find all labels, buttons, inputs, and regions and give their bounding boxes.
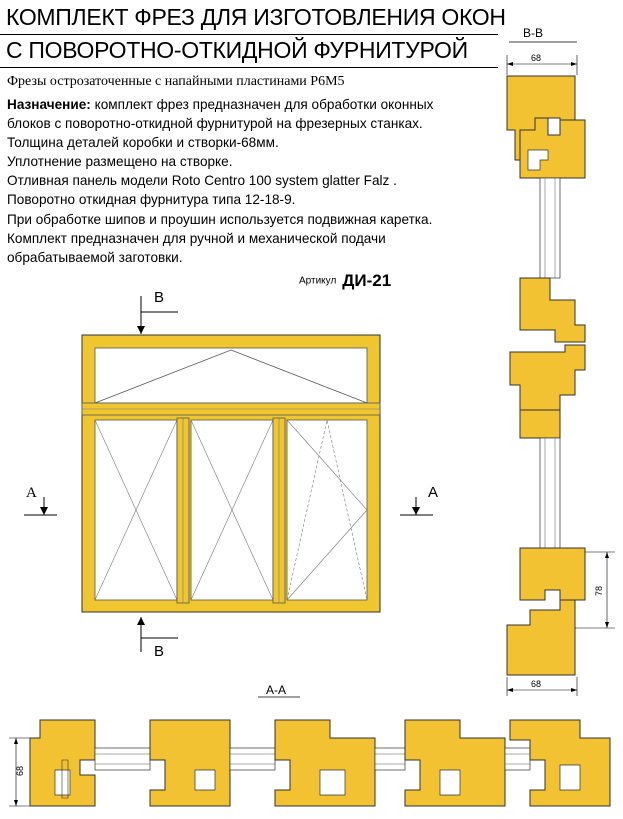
desc-line-6: При обработке шипов и проушин используется подвижная каретка. bbox=[7, 211, 433, 227]
purpose-label: Назначение: bbox=[7, 97, 91, 112]
subtitle: Фрезы острозаточенные с напайными пластинами Р6М5 bbox=[7, 74, 345, 89]
section-a-a-title: А-А bbox=[266, 683, 287, 697]
title-underline-2 bbox=[0, 67, 498, 68]
label-a-left: А bbox=[26, 485, 37, 501]
article-label: Артикул bbox=[299, 275, 337, 287]
section-b-b-title: В-В bbox=[523, 26, 544, 40]
desc-line-8: обрабатываемой заготовки. bbox=[7, 249, 183, 265]
label-b-top: В bbox=[154, 289, 165, 306]
desc-line-1: блоков с поворотно-откидной фурнитурой на фрезерных станках. bbox=[7, 116, 423, 132]
desc-line-4: Отливная панель модели Roto Centro 100 system glatter Falz . bbox=[7, 173, 397, 189]
section-b-b-drawing bbox=[495, 20, 623, 700]
dim-bottom-width: 68 bbox=[531, 679, 542, 689]
description bbox=[7, 95, 497, 267]
dim-left-height: 68 bbox=[15, 765, 25, 776]
desc-line-7: Комплект предназначен для ручной и механической подачи bbox=[7, 230, 386, 246]
section-a-a-drawing bbox=[0, 680, 623, 819]
desc-line-3: Уплотнение размещено на створке. bbox=[7, 154, 233, 170]
desc-line-2: Толщина деталей коробки и створки-68мм. bbox=[7, 135, 279, 151]
purpose-text: комплект фрез предназначен для обработки оконных bbox=[90, 97, 434, 112]
dim-side-height: 78 bbox=[594, 585, 604, 596]
article-code: ДИ-21 bbox=[342, 271, 392, 290]
page-title-line-2: С ПОВОРОТНО-ОТКИДНОЙ ФУРНИТУРОЙ bbox=[6, 37, 468, 63]
label-b-bottom: В bbox=[154, 643, 165, 660]
dim-top-width: 68 bbox=[531, 53, 542, 63]
purpose-line bbox=[7, 95, 497, 114]
label-a-right: А bbox=[428, 484, 439, 501]
desc-line-5: Поворотно откидная фурнитура типа 12-18-9. bbox=[7, 192, 296, 208]
title-underline-1 bbox=[0, 34, 498, 35]
window-elevation-drawing bbox=[0, 280, 490, 660]
page-title-line-1: КОМПЛЕКТ ФРЕЗ ДЛЯ ИЗГОТОВЛЕНИЯ ОКОН bbox=[6, 4, 506, 30]
